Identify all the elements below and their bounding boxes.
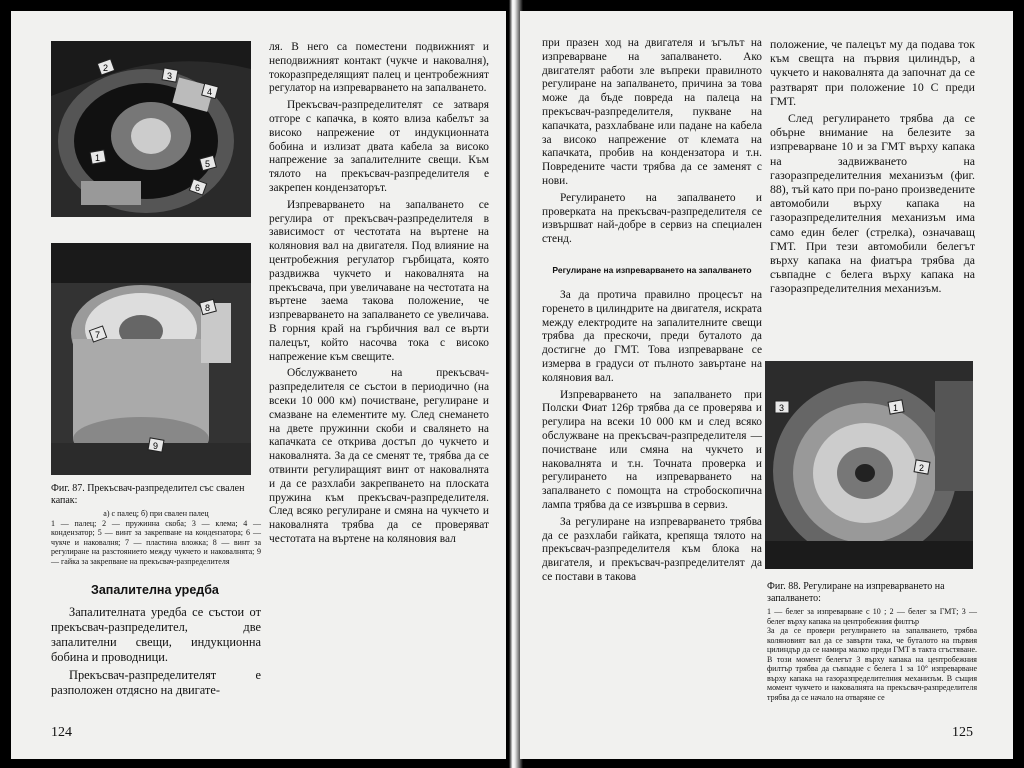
figure-87-caption-legend: 1 — палец; 2 — пружинна скоба; 3 — клема; 4 — кондензатор; 5 — винт за закрепване на кондензатора; 6 — чукче и наковалня; 7 — пластина вложка; 8 — винт за регулиране на разстоянието между чукчето и наковалнята; 9 — гайка за закрепване на прекъсвач-разпределителя: [51, 518, 261, 566]
svg-text:5: 5: [205, 159, 211, 169]
paragraph: при празен ход на двигателя и ъгълът на изпреварване на запалването. Ако двигателят работи зле въпреки правилното регулиране на запалването, причина за това може да бъде повреда на палеца на прекъсвач-разпределителя, пукване на капачката, разхлабване или падане на кабела за високо напрежение от клемата на капачката, пробив на кондензатора и т.н. Повредените части трябва да се заменят с нови.: [542, 37, 762, 187]
svg-text:7: 7: [95, 330, 101, 340]
timing-cover-image: [765, 361, 973, 569]
right-page-left-column: [542, 37, 762, 588]
left-page-right-column: [269, 41, 489, 550]
right-page: [520, 11, 1013, 759]
paragraph: След регулирането трябва да се обърне внимание на белезите за изпреварване 10 и за ГМТ върху капака на задвижването на газоразпределителния механизъм (фиг. 88), тъй като при по-рано произведените автомобили върху капака на газоразпределителния механизъм има само един белег (стрелка), означаващ ГМТ. При тези автомобили белегът върху капака на фиатъра трябва да съвпадне с белега върху капака на газоразпределителния механизъм.: [770, 111, 975, 296]
paragraph: ля. В него са поместени подвижният и неподвижният контакт (чукче и наковалня), токоразпределящият палец и центробежният регулатор на изпреварването на запалването.: [269, 41, 489, 95]
callout-label-1: [90, 150, 106, 164]
svg-text:3: 3: [167, 71, 173, 81]
paragraph: положение, че палецът му да подава ток към свещта на първия цилиндър, а чукчето и наковалнята да започнат да се разтварят при положение 10 С преди ГМТ.: [770, 37, 975, 108]
paragraph: Регулирането на запалването и проверката на прекъсвач-разпределителя се извършват най-добре в сервиз на специален стенд.: [542, 191, 762, 246]
svg-text:6: 6: [195, 183, 201, 193]
figure-88-caption-note: За да се провери регулирането на запалването, трябва коляновият вал да се завърти така, че буталото на първия цилиндър да се намира малко преди ГМТ в такта сгъстяване. В този момент белегът 3 върху капака на центробежния филтър трябва да съвпадне с белега 1 за 10° изпреварване върху капака на газоразпределителния механизъм. В същия момент чукчето и наковалнята на прекъсвач-разпределителя трябва да се начало на отваряне се: [767, 626, 977, 702]
figure-88-photo: [765, 361, 973, 569]
paragraph: Запалителната уредба се състои от прекъсвач-разпределител, две запалителни свещи, индукционна бобина и проводници.: [51, 605, 261, 664]
figure-88-caption-legend: 1 — белег за изпреварване с 10 ; 2 — белег за ГМТ; 3 — белег върху капака на центробежния филтър: [767, 607, 977, 626]
page-number: 125: [952, 725, 973, 740]
svg-text:2: 2: [103, 63, 109, 73]
section-heading-ignition: Запалителна уредба: [91, 583, 219, 597]
svg-text:4: 4: [207, 87, 213, 97]
svg-text:1: 1: [95, 153, 101, 163]
svg-text:1: 1: [893, 403, 899, 413]
section-heading-advance: Регулиране на изпреварването на запалването: [552, 264, 752, 275]
figure-87-caption-title: Фиг. 87. Прекъсвач-разпределител със свален капак:: [51, 483, 245, 506]
figure-87b-photo: [51, 243, 251, 475]
callout-label-1: [888, 400, 904, 414]
svg-text:2: 2: [919, 463, 925, 473]
left-page: [11, 11, 506, 759]
callout-label-3: [162, 68, 178, 82]
callout-label-2: [914, 460, 930, 474]
figure-87a-photo: [51, 41, 251, 217]
page-number: 124: [51, 725, 72, 740]
figure-88-caption: [767, 581, 977, 702]
callout-label-9: [148, 438, 164, 452]
right-page-right-column: [770, 37, 975, 299]
svg-text:8: 8: [205, 303, 211, 313]
distributor-without-rotor-image: [51, 243, 251, 475]
paragraph: Обслужването на прекъсвач-разпределителя се състои в периодично (на всеки 10 000 км) почистване, регулиране и смазване на елементите му. След снемането на двете пружинни скоби и свалянето на капачката се открива достъп до чукчето и наковалнята. За да се сменят те, трябва да се отвинти регулиращият винт от наковалнята и да се разхлаби закрепването на плоската пружина към прекъсвач-разпределителя. След всяко регулиране и смяна на чукчето и наковалнята трябва да се проверяват честотата на въртене на коляновия вал: [269, 367, 489, 545]
paragraph: За да протича правилно процесът на горенето в цилиндрите на двигателя, искрата между електродите на запалителните свещи трябва да прескочи, преди буталото да достигне до ГМТ. Това изпреварване се измерва в градуси от пълното завъртане на коляновия вал.: [542, 288, 762, 384]
distributor-with-rotor-image: [51, 41, 251, 217]
paragraph: Прекъсвач-разпределителят е разположен отдясно на двигате-: [51, 668, 261, 697]
svg-text:3: 3: [779, 403, 785, 413]
figure-87-caption-subtitle: а) с палец; б) при свален палец: [103, 509, 209, 518]
paragraph: Изпреварването на запалването при Полски Фиат 126р трябва да се проверява и регулира на всеки 10 000 км и след всяко обслужване на прекъсвач-разпределителя — почистване или смяна на чукчето и наковалнята и т.н. Точната проверка и регулирането на изпреварването на запалването с помощта на стробоскопична лампа трябва да се извършва в сервиз.: [542, 388, 762, 511]
left-page-left-column: [51, 605, 261, 701]
paragraph: За регулиране на изпреварването трябва да се разхлаби гайката, крепяща тялото на прекъсвач-разпределителя към блока на двигателя, и прекъсвач-разпределителят да се постави в такова: [542, 515, 762, 583]
paragraph: Прекъсвач-разпределителят се затваря отгоре с капачка, в която влиза кабелът за високо напрежение от индукционната бобина и излизат двата кабела за високо напрежение за запалителните свещи. Към тялото на прекъсвач-разпределителя е закрепен кондензаторът.: [269, 99, 489, 194]
svg-text:9: 9: [153, 441, 159, 451]
callout-label-3: [775, 401, 789, 413]
figure-88-caption-title: Фиг. 88. Регулиране на изпреварването на запалването:: [767, 581, 945, 604]
paragraph: Изпреварването на запалването се регулира от прекъсвач-разпределителя в зависимост от честотата на въртене на коляновия вал на двигателя. Под влияние на центробежния регулатор гърбицата, която раздвижва чукчето и наковалнята на прекъсвача, при увеличаване на честотата на въртене заема такова положение, че изпреварването на запалването се увеличава. В горния край на гърбичния вал се върти палецът, който насочва тока с високо напрежение към свещите.: [269, 198, 489, 363]
figure-87-caption: [51, 483, 261, 566]
